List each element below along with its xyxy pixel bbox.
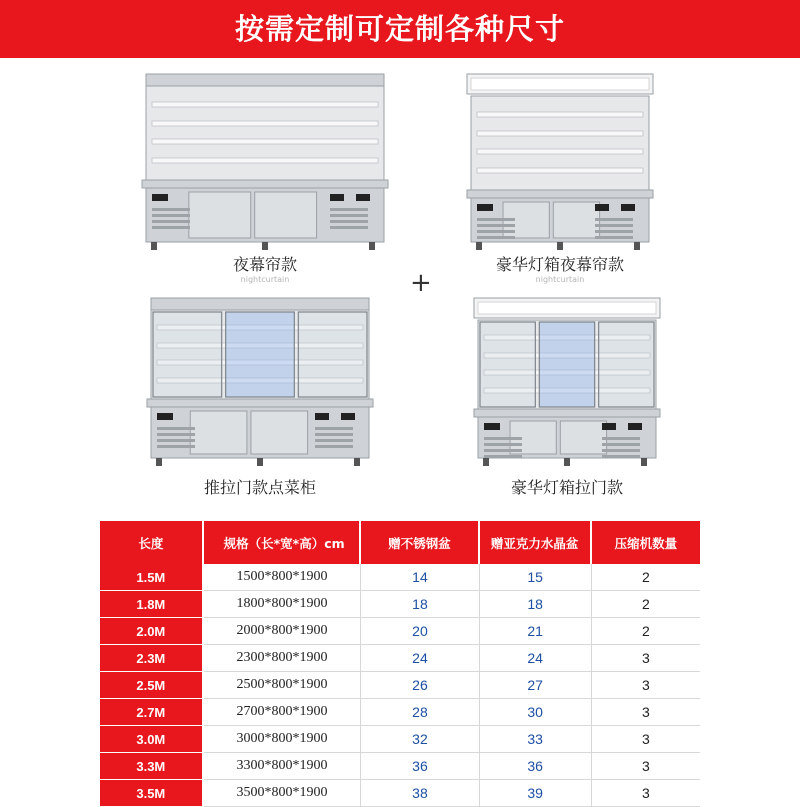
spec-cell: 1800*800*1900 (204, 591, 362, 618)
product-name: 夜幕帘款 (232, 255, 297, 274)
acrylic-pot-cell: 21 (480, 618, 592, 645)
length-cell: 3.3M (100, 753, 204, 780)
spec-cell: 2300*800*1900 (204, 645, 362, 672)
spec-cell: 1500*800*1900 (204, 564, 362, 591)
spec-cell: 2700*800*1900 (204, 699, 362, 726)
acrylic-pot-cell: 33 (480, 726, 592, 753)
spec-cell: 3300*800*1900 (204, 753, 362, 780)
length-cell: 3.5M (100, 780, 204, 807)
acrylic-pot-cell: 18 (480, 591, 592, 618)
length-cell: 1.5M (100, 564, 204, 591)
compressor-cell: 3 (592, 699, 700, 726)
plus-icon: + (410, 268, 432, 298)
table-row (100, 699, 700, 726)
cabinet-image (140, 72, 390, 252)
steel-pot-cell: 38 (361, 780, 479, 807)
product-name: 推拉门款点菜柜 (203, 478, 316, 497)
steel-pot-cell: 24 (361, 645, 479, 672)
spec-cell: 3000*800*1900 (204, 726, 362, 753)
steel-pot-cell: 36 (361, 753, 479, 780)
steel-pot-cell: 28 (361, 699, 479, 726)
length-cell: 2.0M (100, 618, 204, 645)
acrylic-pot-cell: 15 (480, 564, 592, 591)
spec-table (100, 521, 700, 807)
cabinet-image (472, 296, 662, 468)
product-sliding-door[interactable] (145, 296, 395, 496)
table-row (100, 780, 700, 807)
compressor-cell: 3 (592, 672, 700, 699)
compressor-cell: 3 (592, 645, 700, 672)
steel-pot-cell: 20 (361, 618, 479, 645)
length-cell: 2.3M (100, 645, 204, 672)
header-spec: 规格（长*宽*高）cm (204, 521, 362, 564)
acrylic-pot-cell: 30 (480, 699, 592, 726)
page-banner (0, 0, 800, 58)
banner-title: 按需定制可定制各种尺寸 (234, 12, 565, 46)
table-header-row (100, 521, 700, 564)
acrylic-pot-cell: 39 (480, 780, 592, 807)
product-name: 豪华灯箱夜幕帘款 (495, 255, 624, 274)
table-row (100, 672, 700, 699)
compressor-cell: 3 (592, 753, 700, 780)
cabinet-image (465, 72, 655, 252)
steel-pot-cell: 18 (361, 591, 479, 618)
compressor-cell: 2 (592, 618, 700, 645)
product-night-curtain[interactable] (140, 72, 390, 284)
header-steel-pot: 赠不锈钢盆 (361, 521, 479, 564)
compressor-cell: 3 (592, 780, 700, 807)
steel-pot-cell: 32 (361, 726, 479, 753)
table-row (100, 564, 700, 591)
product-name: 豪华灯箱拉门款 (510, 478, 623, 497)
acrylic-pot-cell: 36 (480, 753, 592, 780)
length-cell: 2.7M (100, 699, 204, 726)
spec-cell: 3500*800*1900 (204, 780, 362, 807)
header-compressor: 压缩机数量 (592, 521, 700, 564)
compressor-cell: 2 (592, 591, 700, 618)
spec-cell: 2500*800*1900 (204, 672, 362, 699)
header-acrylic-pot: 赠亚克力水晶盆 (480, 521, 592, 564)
table-row (100, 645, 700, 672)
product-luxury-lightbox-sliding[interactable] (472, 296, 722, 496)
spec-cell: 2000*800*1900 (204, 618, 362, 645)
steel-pot-cell: 26 (361, 672, 479, 699)
acrylic-pot-cell: 27 (480, 672, 592, 699)
cabinet-image (145, 296, 375, 468)
table-row (100, 618, 700, 645)
steel-pot-cell: 14 (361, 564, 479, 591)
acrylic-pot-cell: 24 (480, 645, 592, 672)
length-cell: 2.5M (100, 672, 204, 699)
product-luxury-lightbox-curtain[interactable] (465, 72, 715, 284)
length-cell: 3.0M (100, 726, 204, 753)
length-cell: 1.8M (100, 591, 204, 618)
table-row (100, 591, 700, 618)
compressor-cell: 2 (592, 564, 700, 591)
table-row (100, 726, 700, 753)
product-subtitle: nightcurtain (535, 275, 585, 284)
table-row (100, 753, 700, 780)
header-length: 长度 (100, 521, 204, 564)
product-subtitle: nightcurtain (240, 275, 290, 284)
compressor-cell: 3 (592, 726, 700, 753)
